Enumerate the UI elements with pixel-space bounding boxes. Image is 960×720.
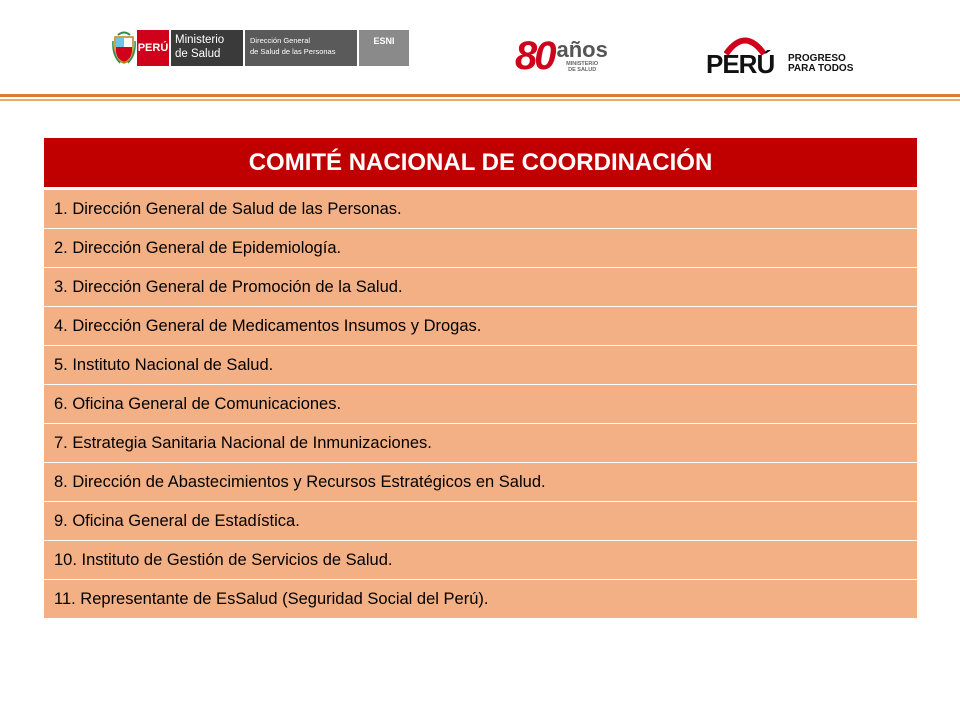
table-row: 1. Dirección General de Salud de las Personas. — [44, 190, 917, 229]
table-row: 9. Oficina General de Estadística. — [44, 502, 917, 541]
anniversary-number: 80 — [515, 34, 554, 78]
coat-of-arms-icon — [111, 30, 137, 66]
direction-label — [245, 30, 357, 66]
table-row: 7. Estrategia Sanitaria Nacional de Inmunizaciones. — [44, 424, 917, 463]
anniversary-sub-2: DE SALUD — [568, 67, 597, 73]
table-row: 11. Representante de EsSalud (Seguridad Social del Perú). — [44, 580, 917, 619]
header-rule — [0, 94, 960, 97]
ministry-label — [171, 30, 243, 66]
ministry-line-2: de Salud — [175, 48, 221, 60]
government-country: PERÚ — [706, 49, 775, 79]
anniversary-logo — [515, 30, 621, 82]
anniversary-text — [556, 36, 608, 74]
government-logo — [706, 33, 876, 79]
table-row: 6. Oficina General de Comunicaciones. — [44, 385, 917, 424]
table-row: 4. Dirección General de Medicamentos Insumos y Drogas. — [44, 307, 917, 346]
table-row: 3. Dirección General de Promoción de la Salud. — [44, 268, 917, 307]
direction-line-1: Dirección General — [250, 36, 311, 45]
table-row: 5. Instituto Nacional de Salud. — [44, 346, 917, 385]
government-slogan — [788, 54, 853, 74]
anniversary-sub-1: MINISTERIO — [566, 60, 599, 67]
anniversary-word: años — [556, 36, 608, 62]
table-row: 2. Dirección General de Epidemiología. — [44, 229, 917, 268]
direction-line-2: de Salud de las Personas — [250, 47, 336, 56]
ministry-line-1: Ministerio — [175, 34, 225, 46]
committee-table — [44, 138, 917, 619]
slogan-line-2: PARA TODOS — [788, 63, 854, 74]
header-rule-thin — [0, 99, 960, 101]
peru-label: PERÚ — [137, 30, 169, 66]
table-row: 10. Instituto de Gestión de Servicios de Salud. — [44, 541, 917, 580]
slogan-line-1: PROGRESO — [788, 53, 846, 64]
table-row: 8. Dirección de Abastecimientos y Recursos Estratégicos en Salud. — [44, 463, 917, 502]
minsa-logo — [111, 30, 409, 66]
esni-label: ESNI — [359, 30, 409, 66]
table-title: COMITÉ NACIONAL DE COORDINACIÓN — [44, 138, 917, 190]
